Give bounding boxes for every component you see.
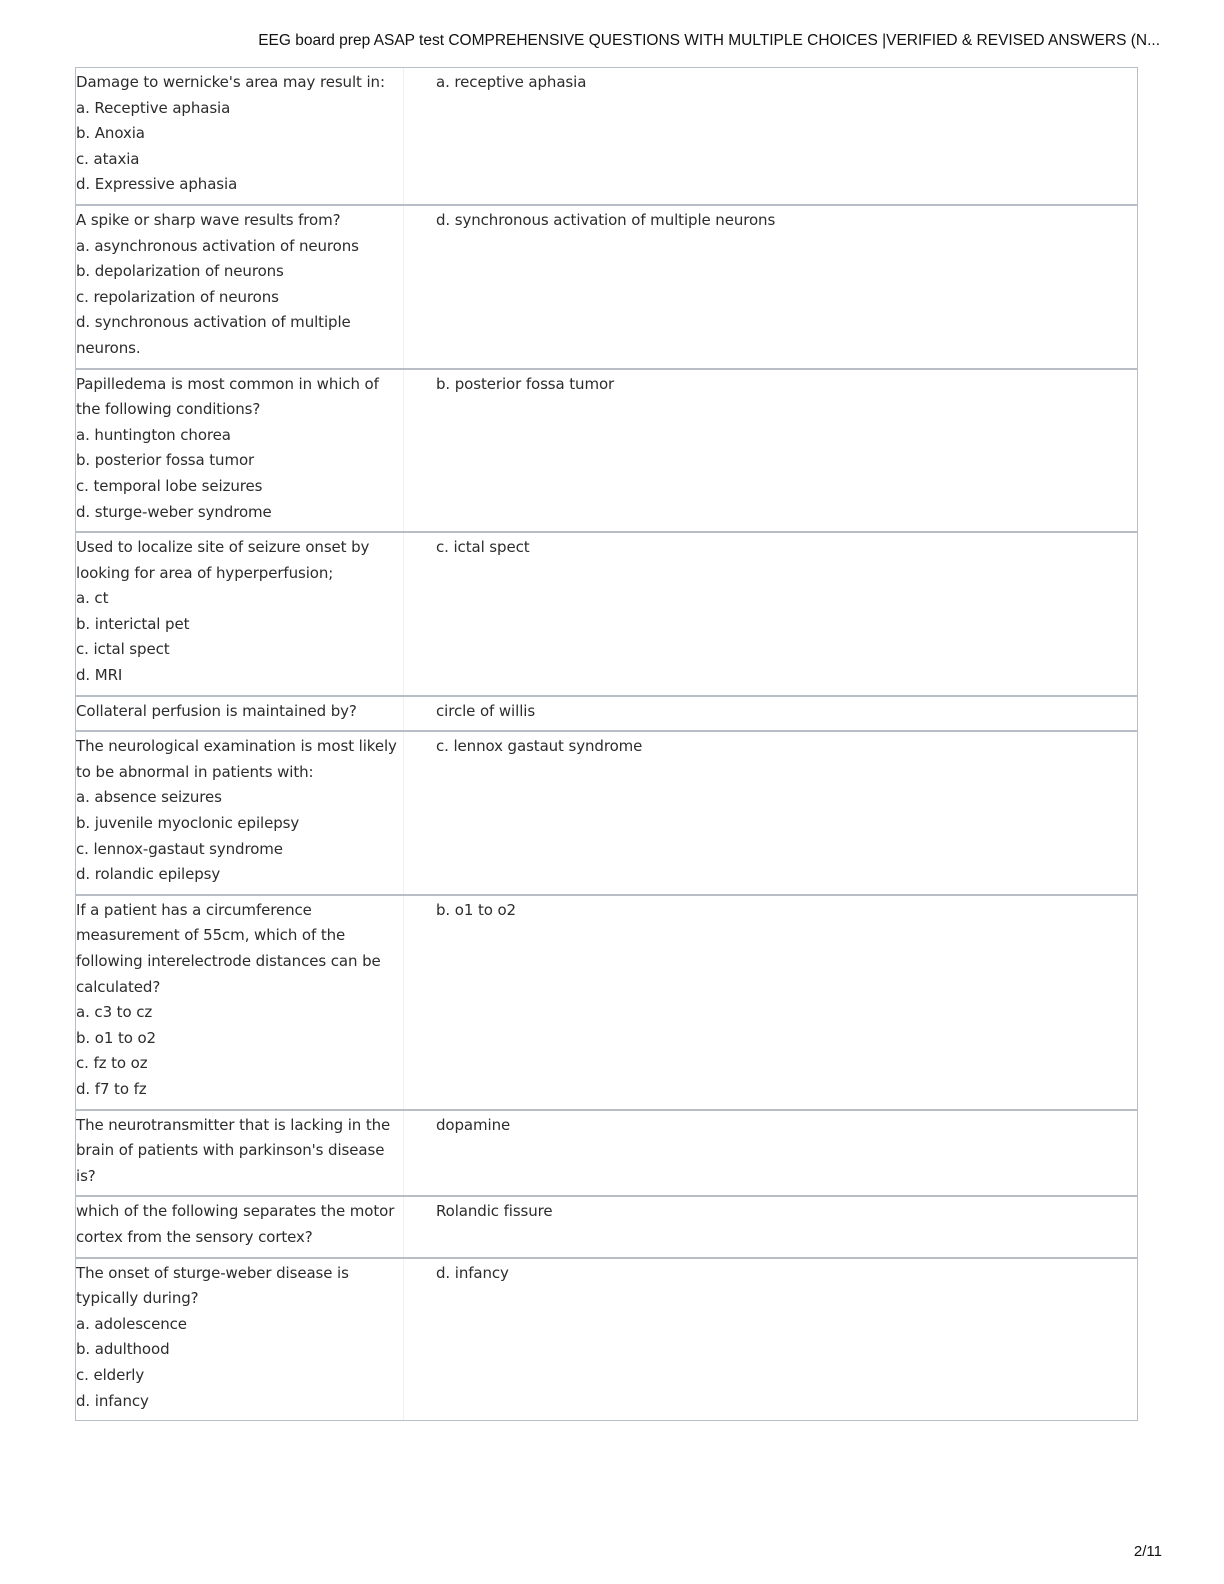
question-line: d. synchronous activation of multiple [76, 313, 351, 332]
answer-cell [404, 68, 1137, 204]
question-line: b. adulthood [76, 1340, 170, 1359]
question-line: a. ct [76, 589, 109, 608]
qa-row [76, 531, 1137, 695]
answer-cell [404, 1111, 1137, 1196]
answer-text: dopamine [436, 1115, 511, 1134]
question-line: following interelectrode distances can be [76, 952, 381, 970]
question-line: neurons. [76, 338, 141, 357]
question-line: a. c3 to cz [76, 1003, 153, 1022]
question-line: a. absence seizures [76, 788, 222, 807]
answer-cell [404, 533, 1137, 695]
question-line: Used to localize site of seizure onset by [76, 538, 370, 557]
answer-text: c. ictal spect [436, 538, 530, 557]
answer-cell [404, 732, 1137, 894]
question-line: b. depolarization of neurons [76, 262, 284, 281]
question-line: a. adolescence [76, 1314, 187, 1333]
question-line: typically during? [76, 1289, 199, 1308]
question-line: A spike or sharp wave results from? [76, 210, 341, 229]
answer-text: d. synchronous activation of multiple neurons [436, 210, 776, 229]
question-line: c. elderly [76, 1365, 145, 1384]
question-line: c. repolarization of neurons [76, 287, 279, 306]
question-cell [76, 370, 404, 532]
qa-row [76, 204, 1137, 368]
question-line: If a patient has a circumference [76, 900, 312, 919]
question-line: d. MRI [76, 666, 123, 685]
question-line: The onset of sturge-weber disease is [76, 1263, 349, 1282]
document-header-title: EEG board prep ASAP test COMPREHENSIVE QUESTIONS WITH MULTIPLE CHOICES |VERIFIED & REVISED ANSWERS (N... [258, 32, 1160, 49]
question-line: Damage to wernicke's area may result in: [76, 73, 385, 91]
question-line: d. rolandic epilepsy [76, 865, 221, 884]
answer-cell [404, 697, 1137, 731]
question-cell [76, 533, 404, 695]
question-line: looking for area of hyperperfusion; [76, 563, 334, 582]
answer-text: b. posterior fossa tumor [436, 374, 615, 393]
question-line: b. posterior fossa tumor [76, 451, 255, 470]
answer-text: b. o1 to o2 [436, 900, 516, 919]
qa-row [76, 1195, 1137, 1256]
question-line: brain of patients with parkinson's disease [76, 1141, 385, 1160]
question-cell [76, 1259, 404, 1421]
answer-text: a. receptive aphasia [436, 73, 587, 91]
answer-cell [404, 1197, 1137, 1256]
question-line: calculated? [76, 977, 161, 996]
answer-cell [404, 1259, 1137, 1421]
answer-cell [404, 206, 1137, 368]
question-line: a. asynchronous activation of neurons [76, 236, 359, 255]
question-line: d. Expressive aphasia [76, 175, 238, 194]
answer-cell [404, 896, 1137, 1109]
qa-row [76, 1257, 1137, 1421]
qa-row [76, 695, 1137, 731]
qa-row [76, 68, 1137, 204]
question-line: Collateral perfusion is maintained by? [76, 701, 357, 720]
question-line: The neurotransmitter that is lacking in the [76, 1115, 391, 1134]
question-line: b. o1 to o2 [76, 1028, 156, 1047]
answer-text: Rolandic fissure [436, 1202, 553, 1221]
question-line: d. infancy [76, 1391, 149, 1410]
answer-text: d. infancy [436, 1263, 509, 1282]
question-line: is? [76, 1166, 96, 1185]
question-cell [76, 1197, 404, 1256]
question-line: c. ictal spect [76, 640, 170, 659]
question-cell [76, 1111, 404, 1196]
question-line: measurement of 55cm, which of the [76, 926, 346, 945]
question-line: d. sturge-weber syndrome [76, 502, 272, 521]
question-line: b. juvenile myoclonic epilepsy [76, 814, 300, 833]
question-line: cortex from the sensory cortex? [76, 1227, 313, 1246]
question-line: The neurological examination is most likely [76, 737, 397, 756]
qa-row [76, 368, 1137, 532]
qa-table [75, 67, 1138, 1421]
question-cell [76, 697, 404, 731]
question-line: c. ataxia [76, 149, 140, 168]
question-line: which of the following separates the motor [76, 1202, 395, 1221]
question-line: c. lennox-gastaut syndrome [76, 839, 283, 858]
qa-row [76, 1109, 1137, 1196]
question-line: c. fz to oz [76, 1054, 148, 1073]
answer-cell [404, 370, 1137, 532]
question-line: b. interictal pet [76, 614, 190, 633]
question-line: the following conditions? [76, 400, 261, 419]
question-line: c. temporal lobe seizures [76, 476, 263, 495]
qa-row [76, 894, 1137, 1109]
answer-text: c. lennox gastaut syndrome [436, 737, 643, 756]
page-number: 2/11 [1133, 1543, 1162, 1560]
question-cell [76, 732, 404, 894]
question-line: b. Anoxia [76, 124, 145, 143]
question-cell [76, 68, 404, 204]
question-line: a. Receptive aphasia [76, 98, 231, 117]
question-line: a. huntington chorea [76, 425, 231, 444]
question-cell [76, 896, 404, 1109]
question-cell [76, 206, 404, 368]
answer-text: circle of willis [436, 701, 536, 720]
question-line: Papilledema is most common in which of [76, 374, 379, 393]
qa-row [76, 730, 1137, 894]
question-line: to be abnormal in patients with: [76, 762, 314, 781]
question-line: d. f7 to fz [76, 1079, 147, 1098]
